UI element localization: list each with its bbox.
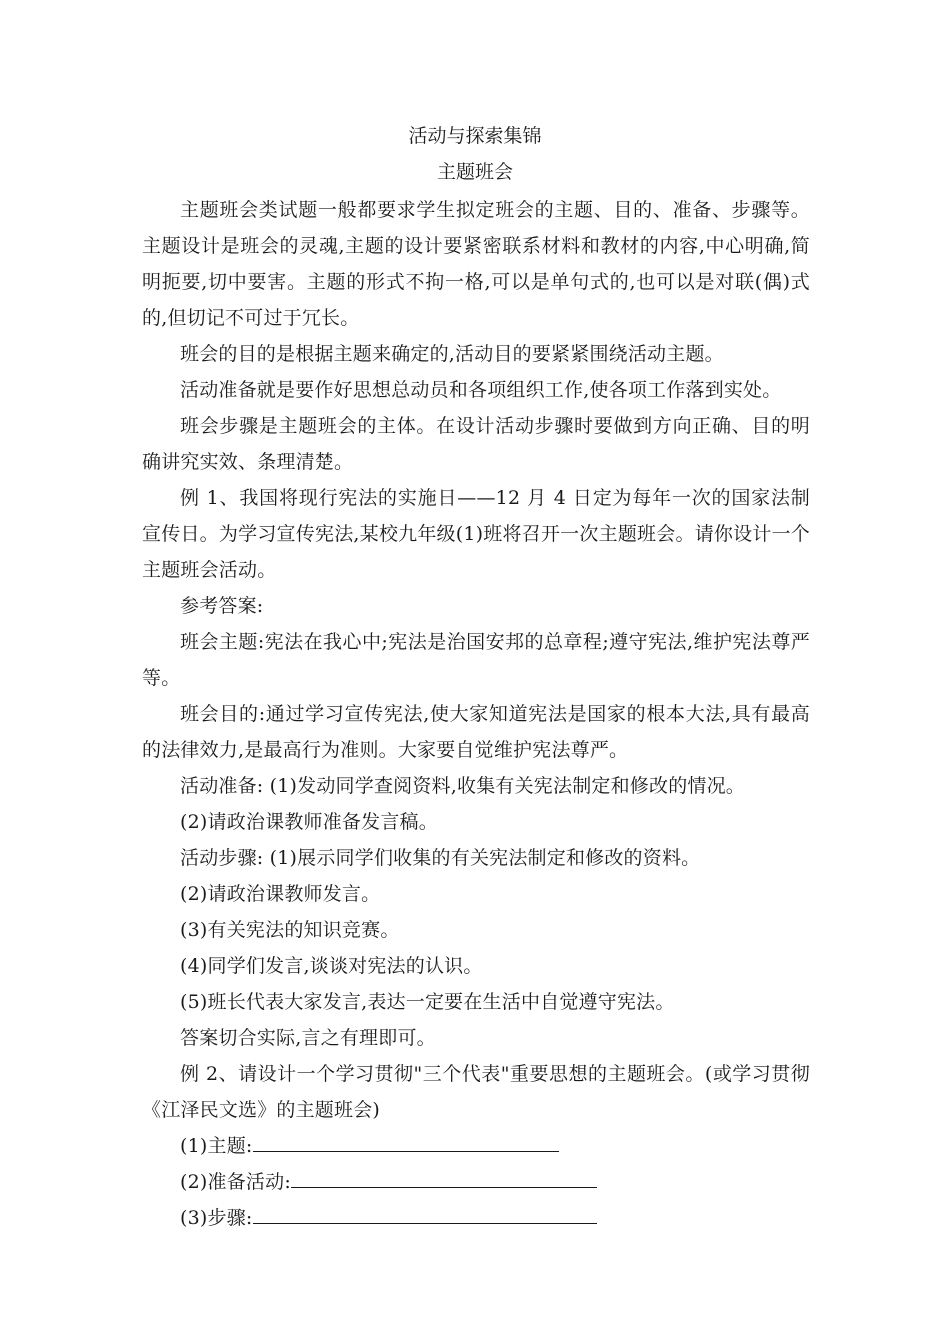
document-title: 活动与探索集锦 [408,125,542,147]
paragraph-answer-goal: 班会目的:通过学习宣传宪法,使大家知道宪法是国家的根本大法,具有最高的法律效力,是最高行为准则。大家要自觉维护宪法尊严。 [142,703,810,761]
paragraph-step-1: 活动步骤: (1)展示同学们收集的有关宪法制定和修改的资料。 [180,847,701,869]
paragraph-step-3: (3)有关宪法的知识竞赛。 [180,919,400,941]
fill-label-preparation: (2)准备活动: [180,1171,291,1193]
paragraph-preparation: 活动准备就是要作好思想总动员和各项组织工作,使各项工作落到实处。 [180,379,782,401]
paragraph-example-2: 例 2、请设计一个学习贯彻"三个代表"重要思想的主题班会。(或学习贯彻《江泽民文选》的主题班会) [142,1063,810,1121]
document-body [142,192,810,1236]
fill-row-steps [142,1200,810,1236]
answer-blank-theme[interactable] [253,1150,559,1152]
answer-blank-preparation[interactable] [291,1186,597,1188]
paragraph-purpose: 班会的目的是根据主题来确定的,活动目的要紧紧围绕活动主题。 [180,343,724,365]
paragraph-step-2: (2)请政治课教师发言。 [180,883,381,905]
paragraph-prep-1: 活动准备: (1)发动同学查阅资料,收集有关宪法制定和修改的情况。 [180,775,745,797]
fill-row-preparation [142,1164,810,1200]
answer-blank-steps[interactable] [253,1222,597,1224]
paragraph-step-4: (4)同学们发言,谈谈对宪法的认识。 [180,955,483,977]
paragraph-step-5: (5)班长代表大家发言,表达一定要在生活中自觉遵守宪法。 [180,991,675,1013]
paragraph-answer-theme: 班会主题:宪法在我心中;宪法是治国安邦的总章程;遵守宪法,维护宪法尊严等。 [142,631,810,689]
paragraph-example-1: 例 1、我国将现行宪法的实施日——12 月 4 日定为每年一次的国家法制宣传日。为学习宣传宪法,某校九年级(1)班将召开一次主题班会。请你设计一个主题班会活动。 [142,487,810,581]
document-subtitle: 主题班会 [436,161,513,183]
paragraph-intro: 主题班会类试题一般都要求学生拟定班会的主题、目的、准备、步骤等。主题设计是班会的灵魂,主题的设计要紧密联系材料和教材的内容,中心明确,简明扼要,切中要害。主题的形式不拘一格,可以是单句式的,也可以是对联(偶)式的,但切记不可过于冗长。 [142,199,810,329]
paragraph-answer-heading: 参考答案: [180,595,264,617]
paragraph-prep-2: (2)请政治课教师准备发言稿。 [180,811,438,833]
fill-label-theme: (1)主题: [180,1135,253,1157]
paragraph-answer-note: 答案切合实际,言之有理即可。 [180,1027,436,1049]
fill-row-theme [142,1128,810,1164]
paragraph-steps: 班会步骤是主题班会的主体。在设计活动步骤时要做到方向正确、目的明确讲究实效、条理清楚。 [142,415,810,473]
fill-label-steps: (3)步骤: [180,1207,253,1229]
